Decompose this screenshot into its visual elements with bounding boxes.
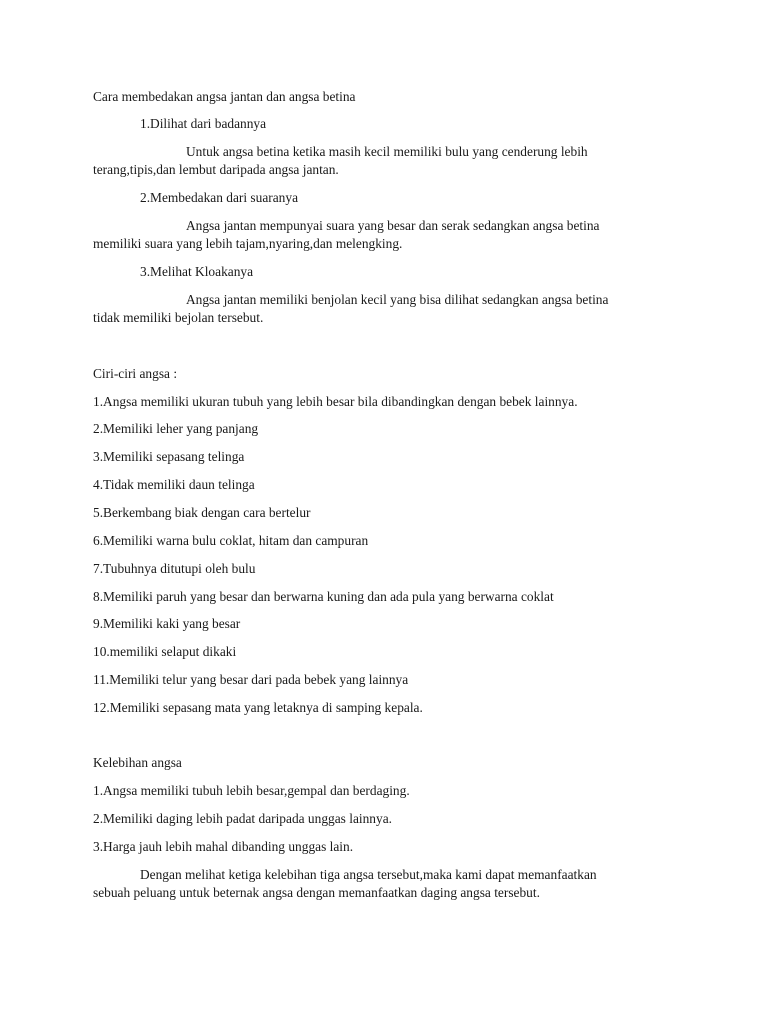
list-item: 8.Memiliki paruh yang besar dan berwarna kuning dan ada pula yang berwarna coklat: [93, 589, 554, 604]
paragraph-line: Dengan melihat ketiga kelebihan tiga angsa tersebut,maka kami dapat memanfaatkan: [140, 867, 597, 882]
list-item-heading: 3.Melihat Kloakanya: [140, 264, 254, 279]
paragraph-line: Angsa jantan memiliki benjolan kecil yang bisa dilihat sedangkan angsa betina: [186, 292, 609, 307]
list-item: 9.Memiliki kaki yang besar: [93, 616, 241, 631]
list-item: 12.Memiliki sepasang mata yang letaknya di samping kepala.: [93, 700, 423, 715]
section-title-membedakan: Cara membedakan angsa jantan dan angsa betina: [93, 89, 356, 104]
list-item: 1.Angsa memiliki tubuh lebih besar,gempal dan berdaging.: [93, 783, 410, 798]
section-title-ciri: Ciri-ciri angsa :: [93, 366, 178, 381]
paragraph-line: Untuk angsa betina ketika masih kecil memiliki bulu yang cenderung lebih: [186, 144, 588, 159]
list-item: 3.Memiliki sepasang telinga: [93, 449, 245, 464]
list-item: 6.Memiliki warna bulu coklat, hitam dan campuran: [93, 533, 369, 548]
list-item: 1.Angsa memiliki ukuran tubuh yang lebih besar bila dibandingkan dengan bebek lainnya.: [93, 394, 578, 409]
paragraph-line: sebuah peluang untuk beternak angsa dengan memanfaatkan daging angsa tersebut.: [93, 885, 540, 900]
list-item: 11.Memiliki telur yang besar dari pada bebek yang lainnya: [93, 672, 409, 687]
list-item-heading: 2.Membedakan dari suaranya: [140, 190, 299, 205]
list-item: 5.Berkembang biak dengan cara bertelur: [93, 505, 311, 520]
list-item: 4.Tidak memiliki daun telinga: [93, 477, 255, 492]
paragraph-line: memiliki suara yang lebih tajam,nyaring,dan melengking.: [93, 236, 403, 251]
list-item: 2.Memiliki leher yang panjang: [93, 421, 259, 436]
list-item: 2.Memiliki daging lebih padat daripada unggas lainnya.: [93, 811, 392, 826]
paragraph-line: terang,tipis,dan lembut daripada angsa jantan.: [93, 162, 339, 177]
list-item: 10.memiliki selaput dikaki: [93, 644, 237, 659]
paragraph-line: Angsa jantan mempunyai suara yang besar dan serak sedangkan angsa betina: [186, 218, 600, 233]
list-item: 3.Harga jauh lebih mahal dibanding unggas lain.: [93, 839, 354, 854]
paragraph-line: tidak memiliki bejolan tersebut.: [93, 310, 264, 325]
section-title-kelebihan: Kelebihan angsa: [93, 755, 182, 770]
list-item: 7.Tubuhnya ditutupi oleh bulu: [93, 561, 256, 576]
list-item-heading: 1.Dilihat dari badannya: [140, 116, 267, 131]
